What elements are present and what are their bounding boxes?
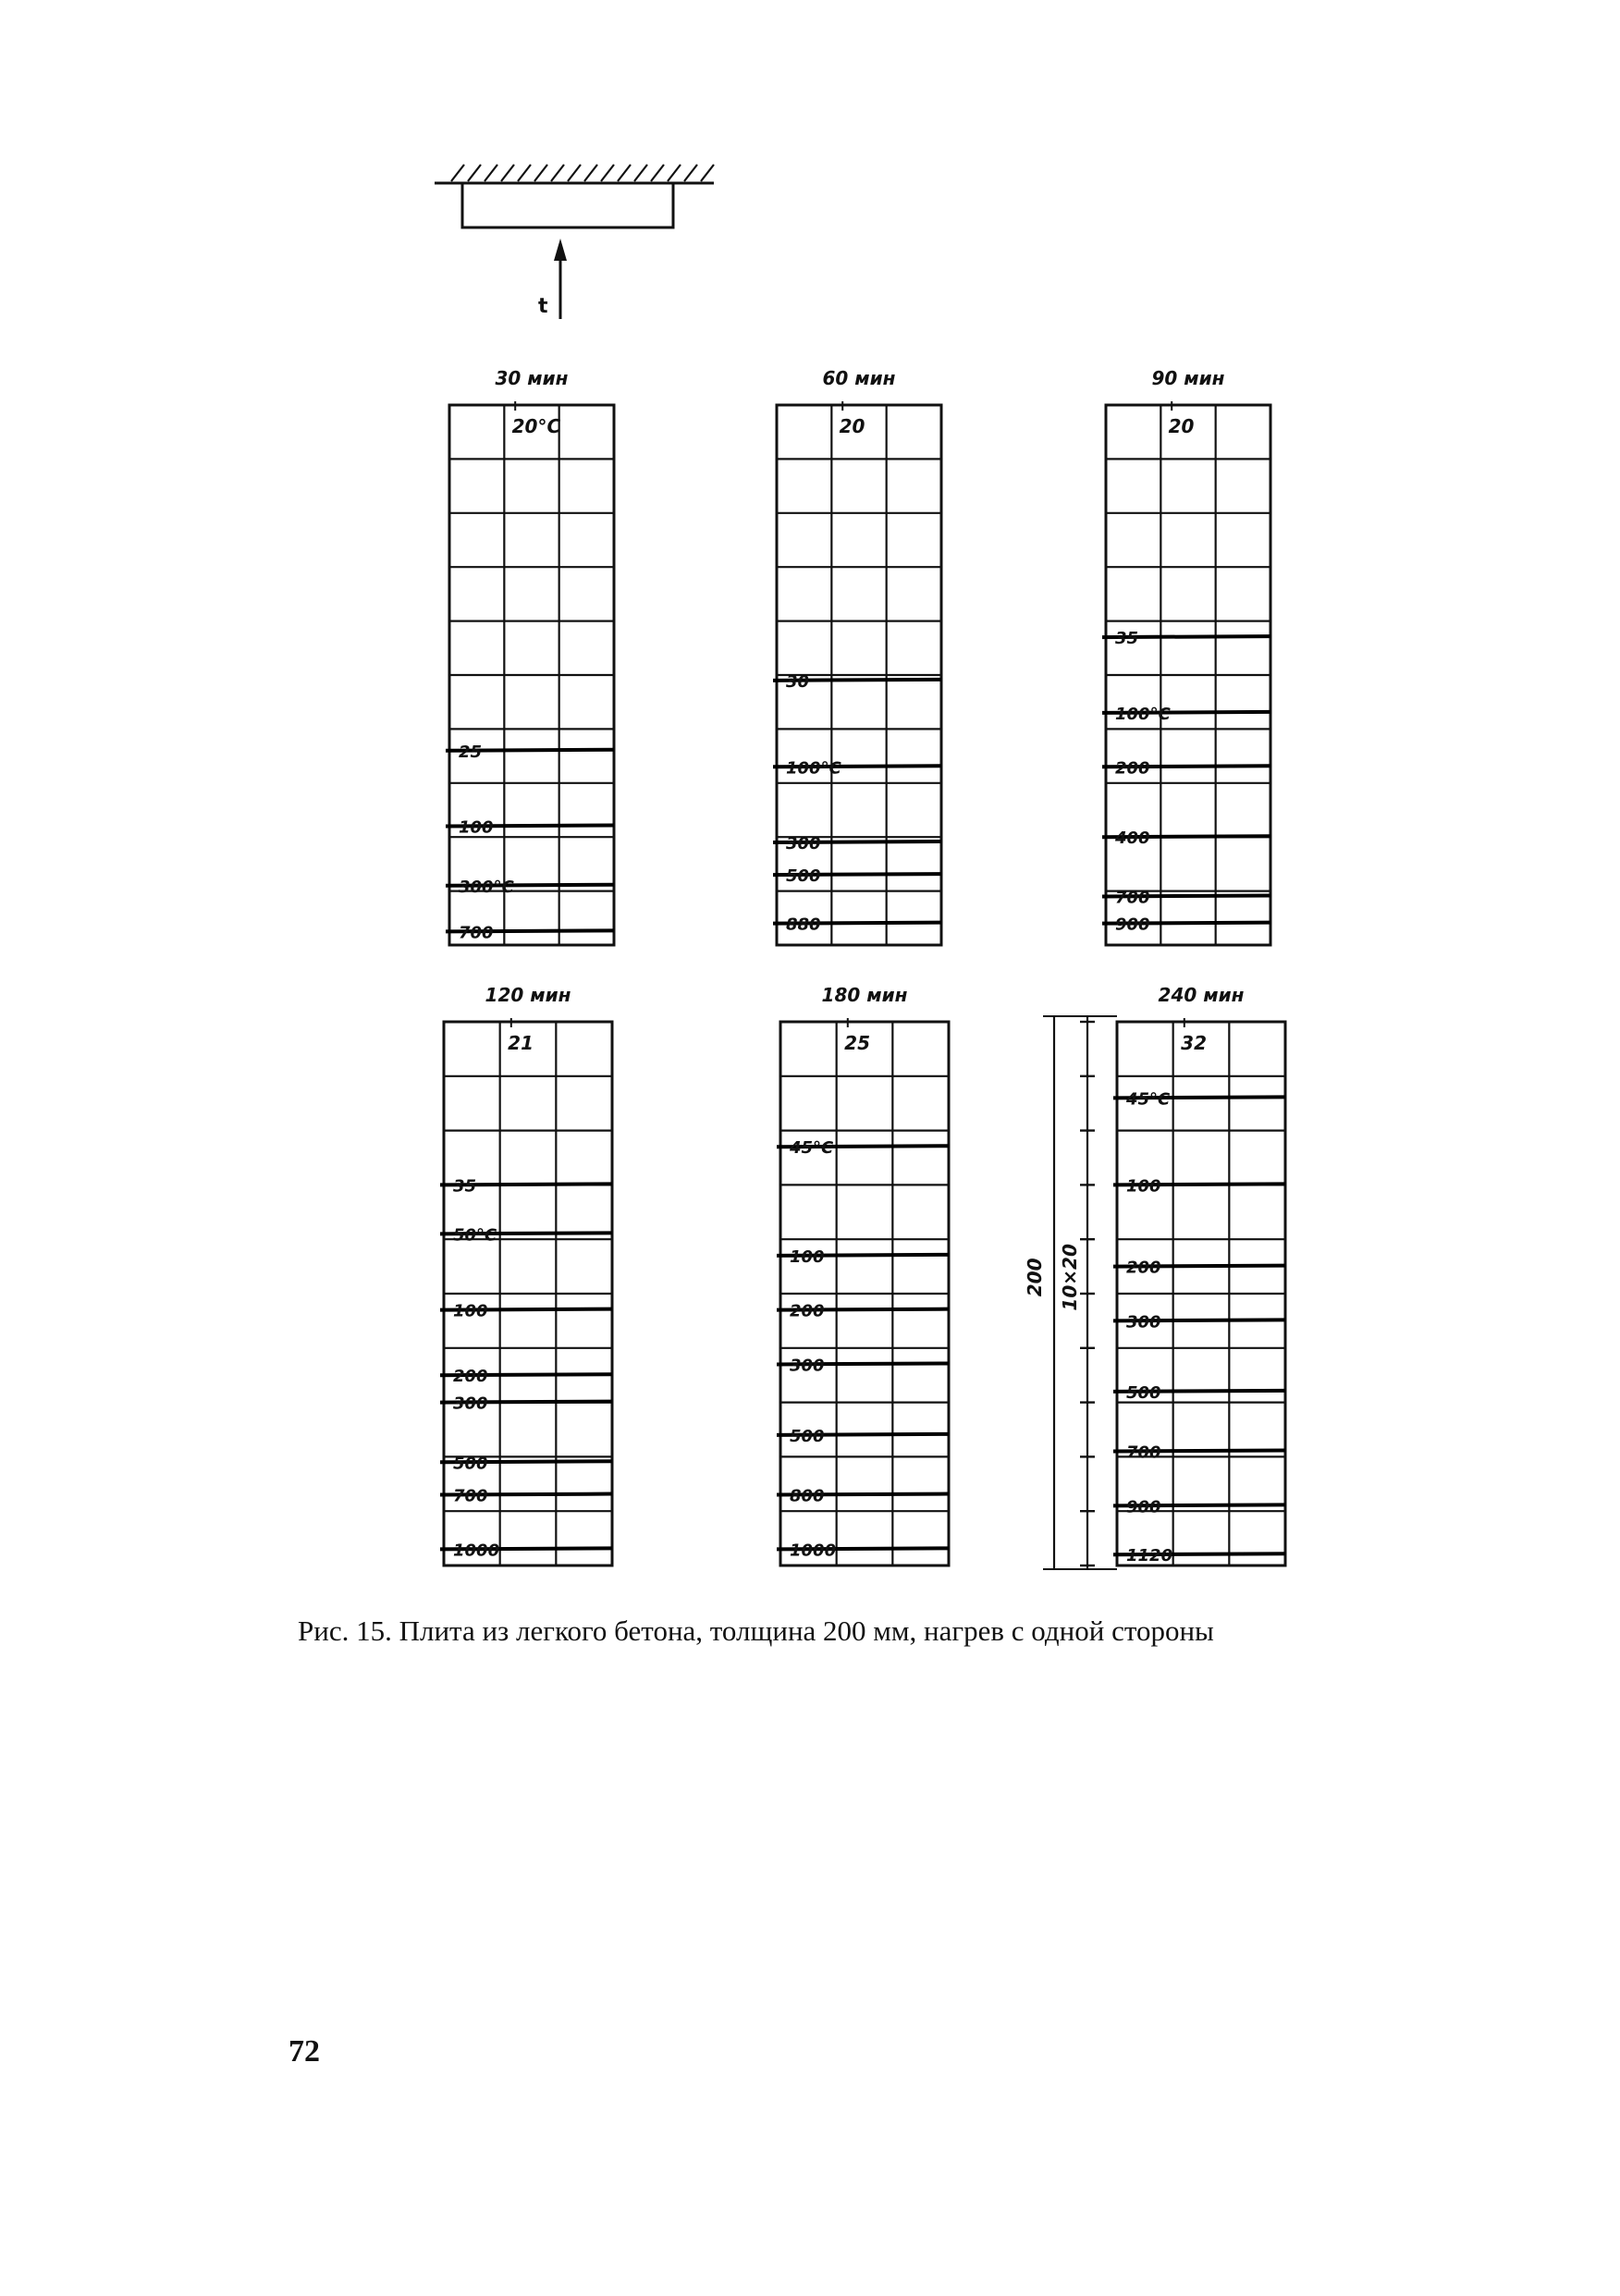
hatch-mark: [651, 165, 664, 181]
dimension-cells-label: 10×20: [1059, 1244, 1081, 1311]
heat-direction-label: t: [538, 295, 548, 318]
hatch-mark: [468, 165, 481, 181]
panel-top-value: 20: [1168, 415, 1195, 437]
hatch-mark: [601, 165, 614, 181]
isotherm-label: 500: [786, 866, 821, 887]
isotherm-label: 880: [786, 915, 821, 935]
isotherm-label: 500: [453, 1454, 488, 1474]
slab-sketch: [435, 165, 714, 319]
hatch-mark: [551, 165, 564, 181]
figure-caption: Рис. 15. Плита из легкого бетона, толщина 200 мм, нагрев с одной стороны: [298, 1615, 1214, 1647]
panel-top-value: 32: [1181, 1032, 1208, 1054]
panel-grid: [444, 1022, 612, 1565]
panel-time-label: 240 мин: [1158, 984, 1245, 1006]
panel-grid: [780, 1022, 949, 1565]
panel: [1113, 984, 1285, 1565]
panel-top-value: 20°С: [511, 415, 561, 437]
panel-time-label: 60 мин: [822, 367, 896, 389]
panel: [777, 984, 949, 1565]
isotherm-label: 35: [453, 1176, 477, 1197]
panel: [773, 367, 941, 945]
hatch-mark: [485, 165, 497, 181]
isotherm-label: 500: [790, 1426, 825, 1446]
panel: [440, 984, 612, 1565]
page-number: 72: [288, 2034, 320, 2069]
isotherm-label: 1000: [790, 1541, 837, 1561]
isotherm-label: 100: [459, 817, 494, 838]
isotherm-label: 100: [790, 1246, 825, 1267]
isotherm-label: 500: [1126, 1382, 1161, 1403]
isotherm-label: 800: [790, 1486, 825, 1506]
panel-top-value: 20: [839, 415, 865, 437]
isotherm-label: 100°С: [786, 758, 841, 779]
panel-time-label: 30 мин: [495, 367, 569, 389]
hatch-mark: [534, 165, 547, 181]
isotherm-label: 300: [790, 1356, 825, 1376]
panel-grid: [449, 405, 614, 945]
hatch-mark: [451, 165, 464, 181]
hatch-mark: [634, 165, 647, 181]
isotherm-label: 45°С: [790, 1138, 834, 1159]
panel-time-label: 120 мин: [485, 984, 571, 1006]
hatch-mark: [501, 165, 514, 181]
isotherm-label: 300: [1126, 1312, 1161, 1332]
hatch-mark: [668, 165, 681, 181]
panel-top-value: 21: [508, 1032, 534, 1054]
isotherm-label: 1120: [1126, 1546, 1173, 1566]
isotherm-label: 700: [1126, 1443, 1161, 1463]
temperature-panels: [440, 367, 1285, 1565]
hatch-mark: [568, 165, 581, 181]
panel-grid: [1106, 405, 1270, 945]
hatch-mark: [618, 165, 631, 181]
hatch-mark: [518, 165, 531, 181]
isotherm-label: 100°С: [1115, 704, 1171, 724]
panel-time-label: 90 мин: [1151, 367, 1225, 389]
isotherm-label: 700: [459, 923, 494, 943]
panel-time-label: 180 мин: [821, 984, 908, 1006]
isotherm-label: 200: [790, 1301, 825, 1321]
isotherm-label: 900: [1115, 915, 1150, 935]
panel: [1102, 367, 1270, 945]
isotherm-label: 50°С: [453, 1225, 497, 1246]
slab-outline: [462, 183, 673, 227]
isotherm-label: 30: [786, 671, 810, 692]
heat-arrow-icon: [554, 239, 567, 261]
isotherm-label: 200: [453, 1367, 488, 1387]
dimension-total-label: 200: [1024, 1258, 1046, 1297]
isotherm-label: 1000: [453, 1541, 500, 1561]
isotherm-label: 35: [1115, 629, 1139, 649]
isotherm-label: 300: [786, 834, 821, 854]
thickness-dimensions: [1024, 1016, 1117, 1569]
hatch-mark: [684, 165, 697, 181]
isotherm-label: 100: [453, 1301, 488, 1321]
isotherm-label: 25: [459, 742, 483, 762]
isotherm-label: 200: [1126, 1258, 1161, 1278]
isotherm-label: 400: [1115, 829, 1150, 849]
ceiling-hatching: [451, 165, 714, 181]
panel-top-value: 25: [844, 1032, 871, 1054]
isotherm-label: 45°С: [1126, 1089, 1171, 1110]
isotherm-label: 200: [1115, 758, 1150, 779]
hatch-mark: [584, 165, 597, 181]
isotherm-label: 700: [1115, 888, 1150, 908]
panel: [446, 367, 614, 945]
isotherm-label: 100: [1126, 1176, 1161, 1197]
isotherm-label: 300: [453, 1394, 488, 1414]
hatch-mark: [701, 165, 714, 181]
isotherm-label: 300°С: [459, 877, 514, 897]
isotherm-label: 700: [453, 1486, 488, 1506]
isotherm-label: 900: [1126, 1497, 1161, 1517]
